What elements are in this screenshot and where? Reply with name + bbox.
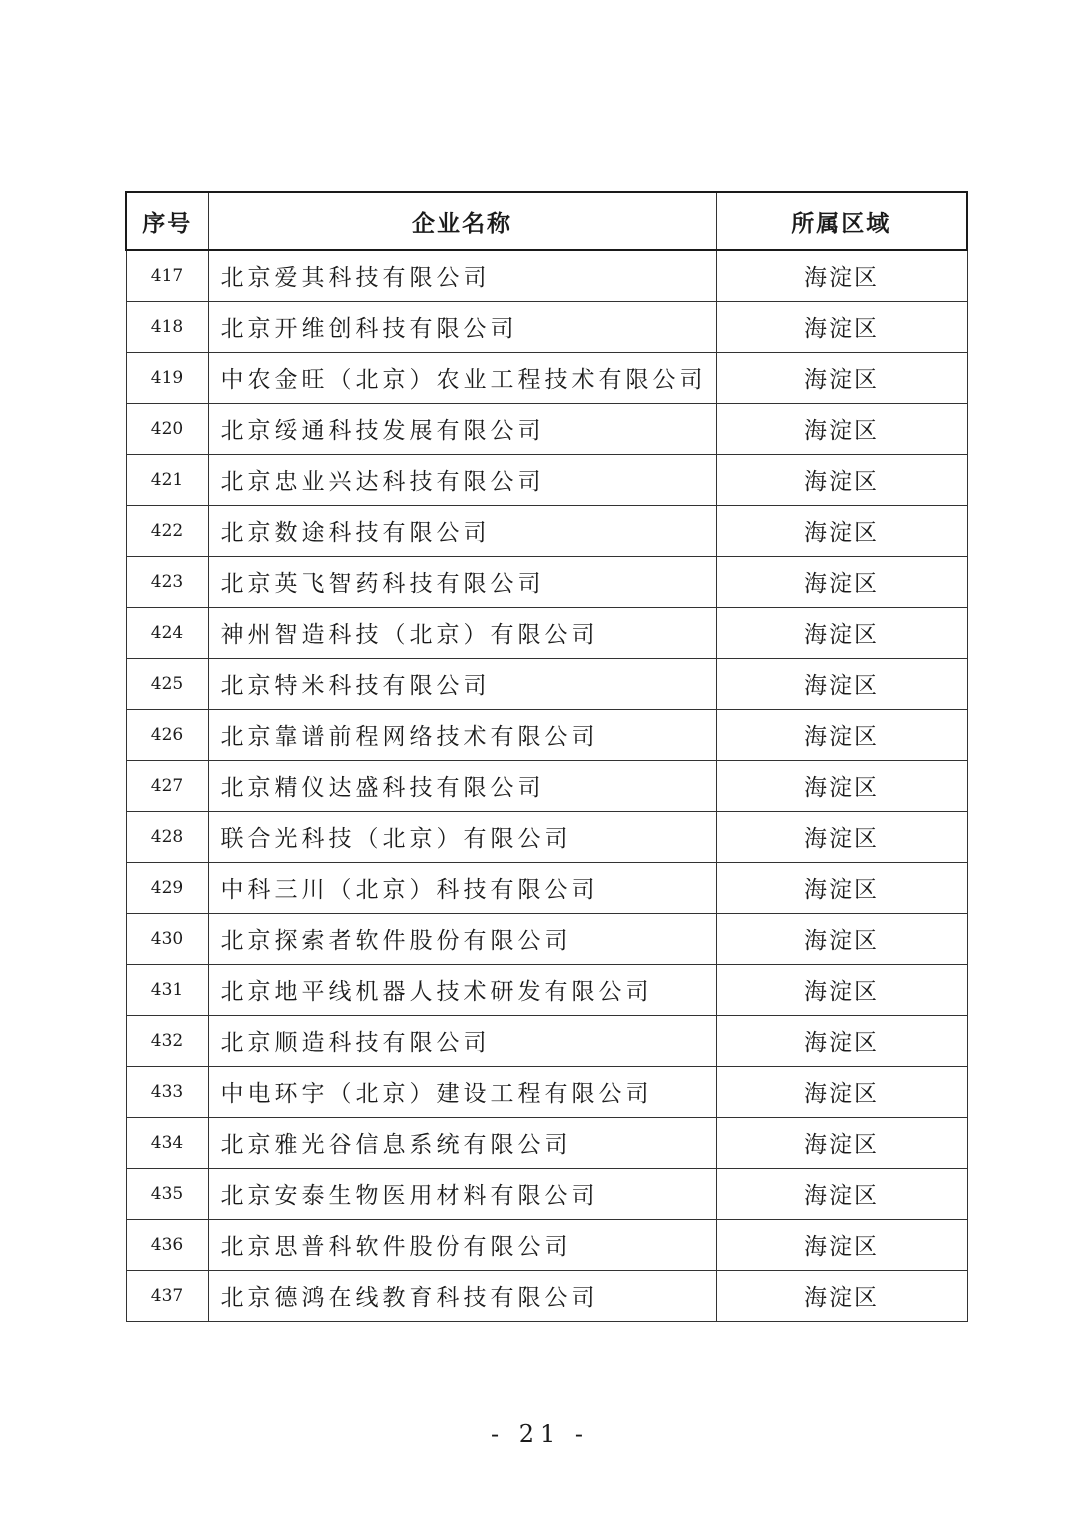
- row-serial-number: 424: [126, 607, 208, 658]
- row-company-name: 北京地平线机器人技术研发有限公司: [208, 964, 716, 1015]
- row-serial-number: 417: [126, 250, 208, 301]
- header-region: 所属区域: [716, 192, 967, 250]
- row-serial-number: 421: [126, 454, 208, 505]
- row-serial-number: 433: [126, 1066, 208, 1117]
- table-row: [126, 250, 967, 301]
- row-company-name: 北京安泰生物医用材料有限公司: [208, 1168, 716, 1219]
- row-region: 海淀区: [716, 658, 967, 709]
- row-serial-number: 435: [126, 1168, 208, 1219]
- row-serial-number: 428: [126, 811, 208, 862]
- row-region: 海淀区: [716, 760, 967, 811]
- row-company-name: 北京靠谱前程网络技术有限公司: [208, 709, 716, 760]
- row-serial-number: 431: [126, 964, 208, 1015]
- table-row: [126, 556, 967, 607]
- row-region: 海淀区: [716, 250, 967, 301]
- row-company-name: 北京特米科技有限公司: [208, 658, 716, 709]
- row-region: 海淀区: [716, 301, 967, 352]
- table-row: [126, 505, 967, 556]
- table-row: [126, 760, 967, 811]
- table-row: [126, 454, 967, 505]
- table-row: [126, 1219, 967, 1270]
- table-row: [126, 1066, 967, 1117]
- table-row: [126, 301, 967, 352]
- table-row: [126, 1270, 967, 1321]
- table-row: [126, 403, 967, 454]
- row-company-name: 神州智造科技（北京）有限公司: [208, 607, 716, 658]
- row-serial-number: 419: [126, 352, 208, 403]
- header-serial-number: 序号: [126, 192, 208, 250]
- table-row: [126, 658, 967, 709]
- row-region: 海淀区: [716, 352, 967, 403]
- row-region: 海淀区: [716, 1117, 967, 1168]
- row-serial-number: 418: [126, 301, 208, 352]
- row-company-name: 北京雅光谷信息系统有限公司: [208, 1117, 716, 1168]
- row-serial-number: 434: [126, 1117, 208, 1168]
- row-region: 海淀区: [716, 1168, 967, 1219]
- row-serial-number: 420: [126, 403, 208, 454]
- row-serial-number: 436: [126, 1219, 208, 1270]
- row-company-name: 北京开维创科技有限公司: [208, 301, 716, 352]
- row-serial-number: 429: [126, 862, 208, 913]
- row-region: 海淀区: [716, 1015, 967, 1066]
- row-serial-number: 437: [126, 1270, 208, 1321]
- table-row: [126, 709, 967, 760]
- row-region: 海淀区: [716, 403, 967, 454]
- row-serial-number: 430: [126, 913, 208, 964]
- row-company-name: 北京英飞智药科技有限公司: [208, 556, 716, 607]
- row-company-name: 北京绥通科技发展有限公司: [208, 403, 716, 454]
- row-company-name: 北京思普科软件股份有限公司: [208, 1219, 716, 1270]
- table-row: [126, 1168, 967, 1219]
- table-row: [126, 352, 967, 403]
- row-serial-number: 425: [126, 658, 208, 709]
- row-region: 海淀区: [716, 964, 967, 1015]
- row-company-name: 北京数途科技有限公司: [208, 505, 716, 556]
- table-header-row: [126, 192, 967, 250]
- row-region: 海淀区: [716, 1270, 967, 1321]
- row-serial-number: 427: [126, 760, 208, 811]
- row-region: 海淀区: [716, 1219, 967, 1270]
- row-region: 海淀区: [716, 454, 967, 505]
- row-region: 海淀区: [716, 811, 967, 862]
- table-row: [126, 607, 967, 658]
- row-company-name: 中农金旺（北京）农业工程技术有限公司: [208, 352, 716, 403]
- row-company-name: 北京德鸿在线教育科技有限公司: [208, 1270, 716, 1321]
- table-row: [126, 1015, 967, 1066]
- row-company-name: 北京爱其科技有限公司: [208, 250, 716, 301]
- row-serial-number: 423: [126, 556, 208, 607]
- table-body: [126, 250, 967, 1321]
- row-company-name: 北京探索者软件股份有限公司: [208, 913, 716, 964]
- row-region: 海淀区: [716, 1066, 967, 1117]
- row-company-name: 北京顺造科技有限公司: [208, 1015, 716, 1066]
- table-row: [126, 1117, 967, 1168]
- row-serial-number: 422: [126, 505, 208, 556]
- row-region: 海淀区: [716, 709, 967, 760]
- table-row: [126, 913, 967, 964]
- row-company-name: 联合光科技（北京）有限公司: [208, 811, 716, 862]
- row-company-name: 北京精仪达盛科技有限公司: [208, 760, 716, 811]
- row-region: 海淀区: [716, 862, 967, 913]
- row-serial-number: 426: [126, 709, 208, 760]
- row-region: 海淀区: [716, 505, 967, 556]
- row-region: 海淀区: [716, 913, 967, 964]
- table-row: [126, 862, 967, 913]
- header-company-name: 企业名称: [208, 192, 716, 250]
- page-number: - 21 -: [490, 1420, 589, 1448]
- row-serial-number: 432: [126, 1015, 208, 1066]
- row-region: 海淀区: [716, 607, 967, 658]
- company-list-table: [125, 191, 968, 1322]
- table-row: [126, 811, 967, 862]
- row-region: 海淀区: [716, 556, 967, 607]
- row-company-name: 中电环宇（北京）建设工程有限公司: [208, 1066, 716, 1117]
- row-company-name: 中科三川（北京）科技有限公司: [208, 862, 716, 913]
- row-company-name: 北京忠业兴达科技有限公司: [208, 454, 716, 505]
- table-row: [126, 964, 967, 1015]
